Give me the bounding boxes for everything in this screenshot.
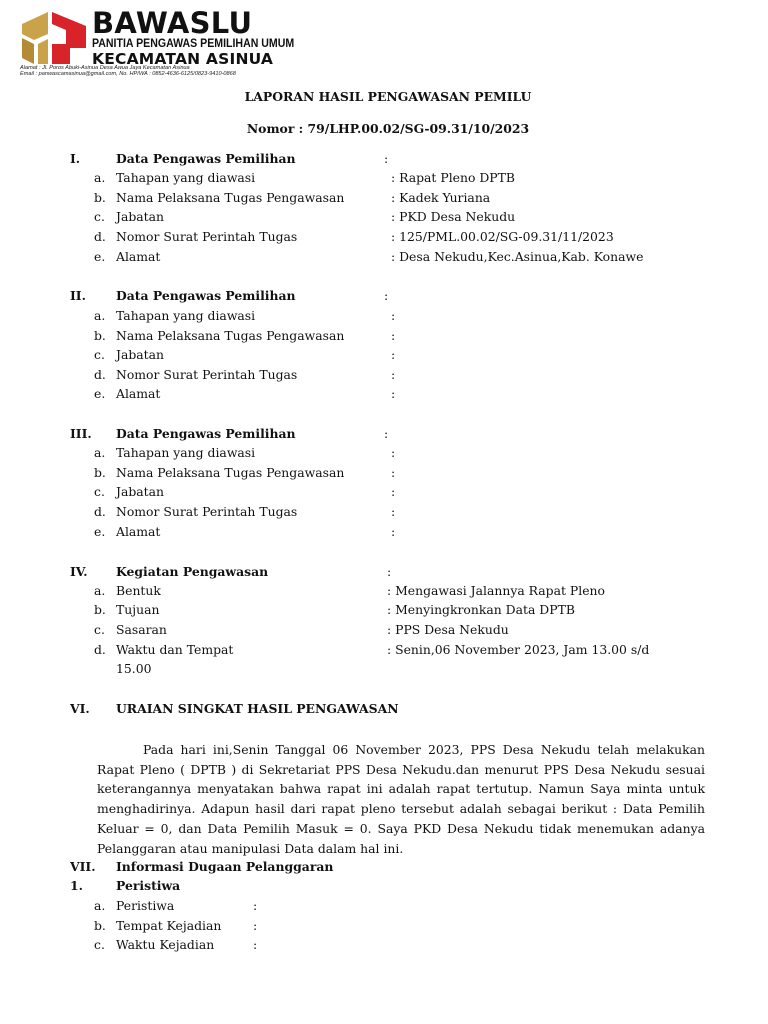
item-letter: c. bbox=[94, 209, 105, 224]
item-letter: a. bbox=[94, 898, 106, 913]
item-label: Tempat Kejadian bbox=[116, 918, 222, 933]
item-label: Waktu Kejadian bbox=[116, 937, 215, 952]
item-value: : bbox=[391, 445, 396, 460]
item-value: : bbox=[391, 347, 396, 362]
item-label: Sasaran bbox=[116, 622, 167, 637]
section-title: Kegiatan Pengawasan bbox=[116, 564, 269, 579]
item-letter: a. bbox=[94, 170, 106, 185]
item-label: Jabatan bbox=[116, 209, 165, 224]
section-colon: : bbox=[384, 288, 389, 303]
letterhead-address bbox=[20, 65, 236, 78]
section-number: IV. bbox=[70, 564, 88, 579]
item-letter: d. bbox=[94, 642, 106, 657]
item-value: : PKD Desa Nekudu bbox=[391, 209, 516, 224]
item-letter: a. bbox=[94, 308, 106, 323]
section-colon: : bbox=[384, 426, 389, 441]
item-value: : bbox=[253, 937, 258, 952]
item-letter: b. bbox=[94, 918, 106, 933]
letterhead-brand bbox=[92, 8, 312, 68]
item-value: : bbox=[391, 465, 396, 480]
item-value: : bbox=[391, 367, 396, 382]
item-value: : Mengawasi Jalannya Rapat Pleno bbox=[387, 583, 605, 598]
item-label: Nomor Surat Perintah Tugas bbox=[116, 229, 298, 244]
item-value: : bbox=[391, 524, 396, 539]
item-letter: b. bbox=[94, 328, 106, 343]
item-value: : bbox=[391, 308, 396, 323]
item-label: Tahapan yang diawasi bbox=[116, 308, 256, 323]
item-letter: e. bbox=[94, 249, 106, 264]
brand-subtitle: PANITIA PENGAWAS PEMILIHAN UMUM bbox=[92, 38, 295, 50]
subsection-number: 1. bbox=[70, 878, 83, 893]
item-value: : Rapat Pleno DPTB bbox=[391, 170, 516, 185]
section-number: VII. bbox=[70, 859, 96, 874]
section-number: VI. bbox=[70, 701, 90, 716]
item-value: : bbox=[391, 484, 396, 499]
item-letter: b. bbox=[94, 190, 106, 205]
item-letter: c. bbox=[94, 622, 105, 637]
report-number: Nomor : 79/LHP.00.02/SG-09.31/10/2023 bbox=[246, 121, 530, 136]
item-letter: d. bbox=[94, 229, 106, 244]
item-value: : bbox=[253, 898, 258, 913]
contact-line: Email : panwascamasinua@gmail.com, No. HP/WA : 0852-4636-6125/0823-9410-0868 bbox=[20, 71, 236, 78]
item-letter: d. bbox=[94, 504, 106, 519]
item-label: Nama Pelaksana Tugas Pengawasan bbox=[116, 465, 345, 480]
item-label: Alamat bbox=[116, 386, 161, 401]
item-value: : 125/PML.00.02/SG-09.31/11/2023 bbox=[391, 229, 614, 244]
item-label: Nomor Surat Perintah Tugas bbox=[116, 367, 298, 382]
item-letter: a. bbox=[94, 583, 106, 598]
section-title: Data Pengawas Pemilihan bbox=[116, 426, 296, 441]
item-label: Alamat bbox=[116, 249, 161, 264]
item-label: Alamat bbox=[116, 524, 161, 539]
section-title: Data Pengawas Pemilihan bbox=[116, 151, 296, 166]
address-line: Alamat : Jl. Poros Abuki-Asinua Desa Awua Jaya Kecamatan Asinua bbox=[20, 65, 190, 71]
brand-district: KECAMATAN ASINUA bbox=[92, 50, 274, 68]
item-label: Nama Pelaksana Tugas Pengawasan bbox=[116, 328, 345, 343]
section-number: II. bbox=[70, 288, 86, 303]
bawaslu-logo-icon bbox=[20, 8, 88, 66]
item-letter: a. bbox=[94, 445, 106, 460]
section-number: I. bbox=[70, 151, 81, 166]
item-label: Waktu dan Tempat bbox=[116, 642, 234, 657]
section-colon: : bbox=[387, 564, 392, 579]
item-letter: c. bbox=[94, 347, 105, 362]
section-title: Data Pengawas Pemilihan bbox=[116, 288, 296, 303]
section-number: III. bbox=[70, 426, 92, 441]
item-label: Nomor Surat Perintah Tugas bbox=[116, 504, 298, 519]
item-letter: c. bbox=[94, 484, 105, 499]
brand-name: BAWASLU bbox=[92, 6, 253, 40]
report-title: LAPORAN HASIL PENGAWASAN PEMILU bbox=[244, 89, 532, 104]
item-label: Jabatan bbox=[116, 347, 165, 362]
item-letter: b. bbox=[94, 465, 106, 480]
item-letter: c. bbox=[94, 937, 105, 952]
item-label: Tahapan yang diawasi bbox=[116, 170, 256, 185]
item-label: Jabatan bbox=[116, 484, 165, 499]
item-value: : bbox=[391, 328, 396, 343]
item-value: : bbox=[253, 918, 258, 933]
item-value-wrap: 15.00 bbox=[116, 661, 152, 676]
item-label: Tahapan yang diawasi bbox=[116, 445, 256, 460]
item-letter: e. bbox=[94, 524, 106, 539]
item-label: Peristiwa bbox=[116, 898, 175, 913]
item-value: : Menyingkronkan Data DPTB bbox=[387, 602, 575, 617]
item-letter: b. bbox=[94, 602, 106, 617]
item-value: : Senin,06 November 2023, Jam 13.00 s/d bbox=[387, 642, 650, 657]
item-value: : PPS Desa Nekudu bbox=[387, 622, 509, 637]
section-title: URAIAN SINGKAT HASIL PENGAWASAN bbox=[116, 701, 399, 716]
item-value: : bbox=[391, 504, 396, 519]
item-value: : Desa Nekudu,Kec.Asinua,Kab. Konawe bbox=[391, 249, 644, 264]
item-letter: d. bbox=[94, 367, 106, 382]
section-colon: : bbox=[384, 151, 389, 166]
item-label: Nama Pelaksana Tugas Pengawasan bbox=[116, 190, 345, 205]
item-label: Bentuk bbox=[116, 583, 161, 598]
uraian-paragraph: Pada hari ini,Senin Tanggal 06 November 2023, PPS Desa Nekudu telah melakukan Rapat Pleno ( DPTB ) di Sekretariat PPS Desa Nekudu.dan menurut PPS Desa Nekudu sesuai keterangannya menyatakan bahwa rapat ini adalah rapat tertutup. Namun Saya minta untuk menghadirinya. Adapun hasil dari rapat pleno tersebut adalah sebagai berikut : Data Pemilih Keluar = 0, dan Data Pemilih Masuk = 0. Saya PKD Desa Nekudu tidak menemukan adanya Pelanggaran atau manipulasi Data dalam hal ini. bbox=[97, 742, 705, 856]
subsection-title: Peristiwa bbox=[116, 878, 181, 893]
section-title: Informasi Dugaan Pelanggaran bbox=[116, 859, 334, 874]
item-letter: e. bbox=[94, 386, 106, 401]
item-value: : bbox=[391, 386, 396, 401]
item-value: : Kadek Yuriana bbox=[391, 190, 491, 205]
item-label: Tujuan bbox=[116, 602, 160, 617]
